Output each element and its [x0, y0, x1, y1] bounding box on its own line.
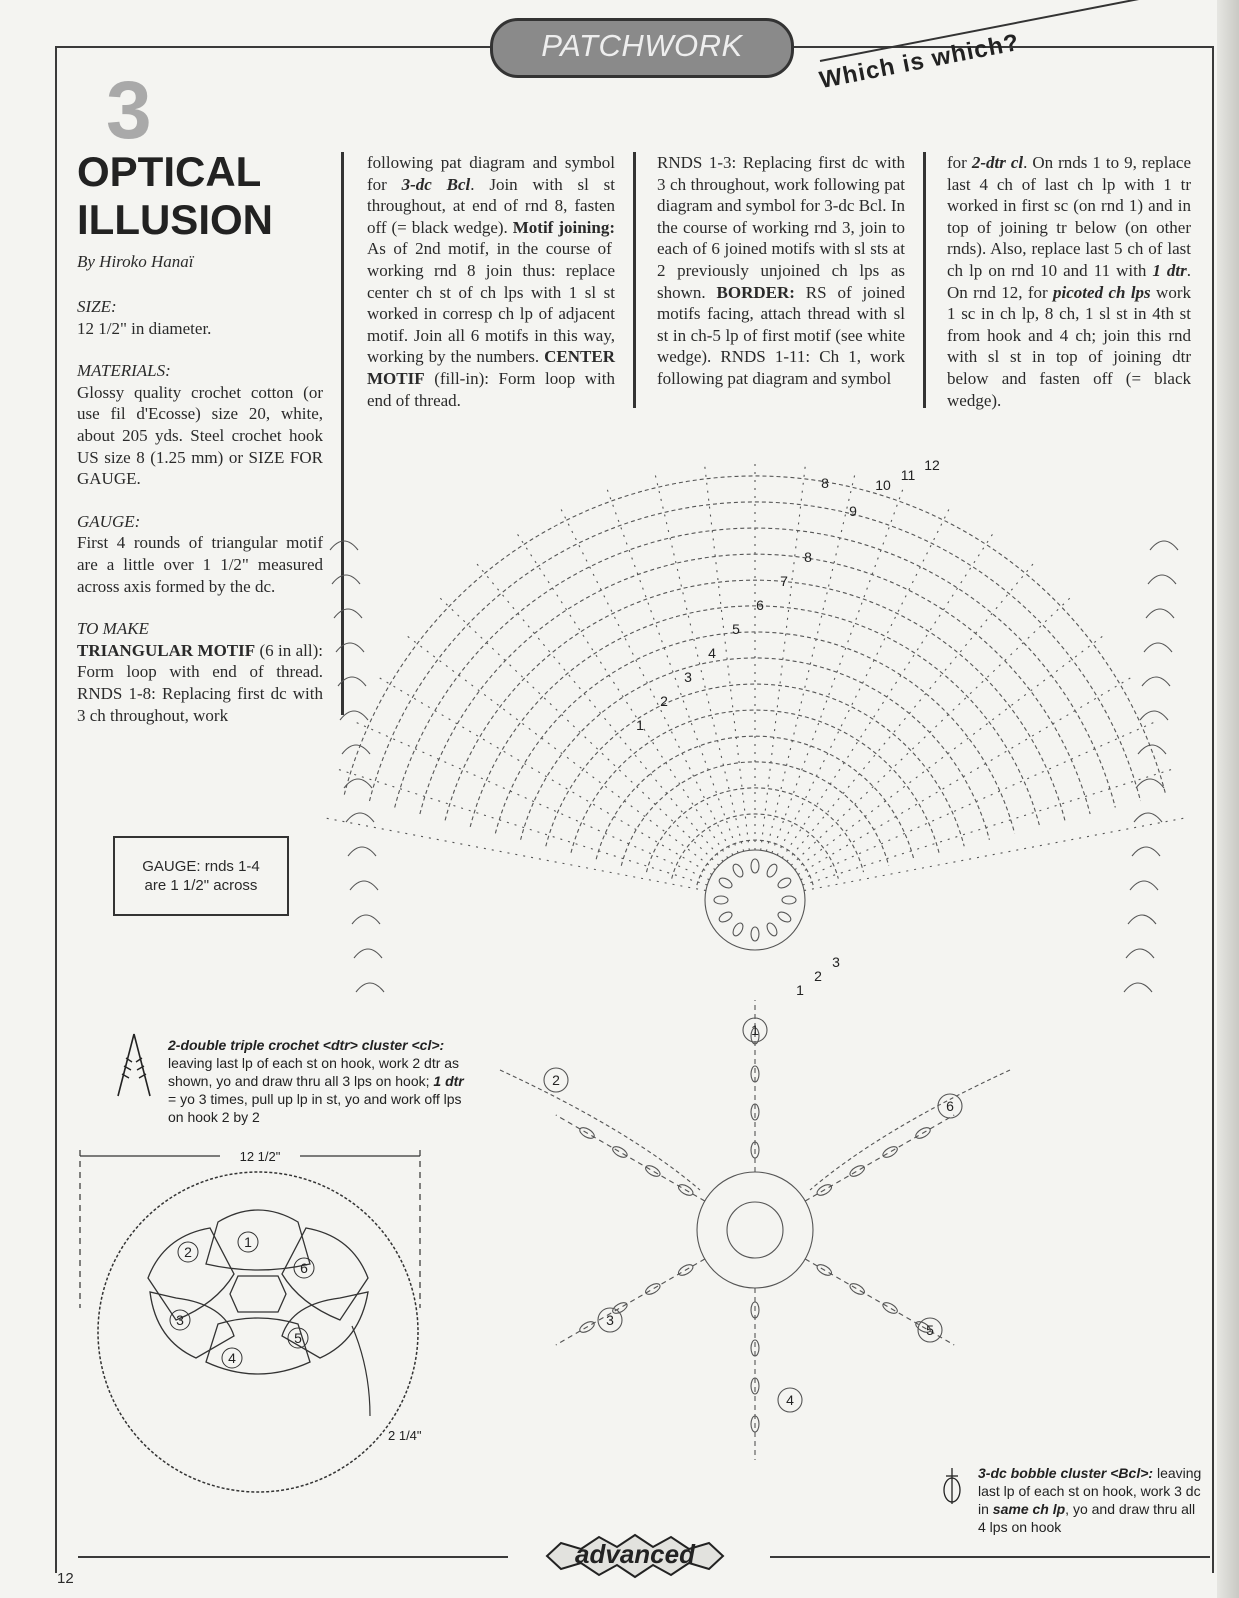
- diagram-round-label: 2: [660, 693, 668, 709]
- scallop: [1148, 575, 1176, 584]
- materials-label: MATERIALS:: [77, 361, 171, 381]
- bobble-stitch: [881, 1301, 899, 1316]
- scallop: [340, 711, 368, 720]
- scallop: [348, 847, 376, 856]
- note-heading: 2-double triple crochet <dtr> cluster <cl>:: [168, 1037, 445, 1053]
- note-text: leaving last lp of each st on hook, work 2 dtr as shown, yo and draw thru all 3 lps on hook;: [168, 1055, 460, 1089]
- radial-stitch: [559, 506, 732, 855]
- bobble-stitch: [751, 927, 759, 941]
- symbol-term: 1 dtr: [1152, 260, 1187, 280]
- diagram-round-label: 1: [636, 717, 644, 733]
- bobble-stitch: [881, 1145, 899, 1160]
- scallop: [1146, 609, 1174, 618]
- schematic-motif-label: 2: [184, 1244, 192, 1260]
- diagram-round-label: 2: [814, 968, 822, 984]
- bobble-stitch: [848, 1164, 866, 1179]
- page-number: 12: [57, 1570, 74, 1587]
- diagram-round-label: 8: [821, 475, 829, 491]
- col3-text: RS of joined motifs facing, attach thread with sl st in ch-5 lp of first motif (see white wedge). RNDS 1-11: Ch 1, work following pat diagram and symbol: [657, 282, 905, 388]
- scallop: [342, 745, 370, 754]
- radial-stitch: [761, 463, 806, 850]
- bobble-stitch: [848, 1282, 866, 1297]
- col4-paragraph: [947, 152, 1191, 411]
- center-ring: [727, 1202, 783, 1258]
- note-text: leaving last lp of each st on hook, work 3 dc in: [978, 1465, 1202, 1517]
- star-arm: [805, 1115, 954, 1201]
- bobble-stitch: [782, 896, 796, 904]
- chain-round: [571, 710, 939, 853]
- scallop: [1124, 983, 1152, 992]
- col4-text: for: [947, 153, 972, 172]
- note-text: , yo and draw thru all 4 lps on hook: [978, 1501, 1196, 1535]
- bobble-stitch: [751, 859, 759, 873]
- gauge-box: [113, 836, 289, 916]
- difficulty-badge: [537, 1531, 733, 1581]
- schematic-motif-label: 6: [300, 1260, 308, 1276]
- scallop: [350, 881, 378, 890]
- radial-stitch: [782, 531, 994, 858]
- note-heading: 3-dc bobble cluster <Bcl>:: [978, 1465, 1154, 1481]
- col4-text: . On rnd 12, for: [947, 260, 1191, 302]
- radial-stitch: [323, 818, 706, 891]
- col3-text: RNDS 1-3: Replacing first dc with 3 ch throughout, work following pat diagram and symbol for 3-dc Bcl. In the course of working rnd 3, join to each of 6 joined motifs with sl sts at 2 previously unjoined ch lps as shown.: [657, 153, 905, 302]
- symbol-term: picoted ch lps: [1053, 282, 1151, 302]
- diagram-round-label: 5: [732, 621, 740, 637]
- diagram-round-label: 1: [796, 982, 804, 998]
- scallop: [356, 983, 384, 992]
- diagram-round-label: 6: [756, 597, 764, 613]
- gauge-box-line: GAUGE: rnds 1-4: [142, 858, 260, 875]
- note-term: 1 dtr: [433, 1073, 464, 1089]
- diagram-round-label: 9: [849, 503, 857, 519]
- center-motif-heading: CENTER MOTIF: [367, 347, 615, 388]
- radial-stitch: [515, 531, 727, 858]
- materials-text: Glossy quality crochet cotton (or use fil d'Ecosse) size 20, white, about 205 yds. Steel crochet hook US size 8 (1.25 mm) or SIZE FOR GAUGE.: [77, 382, 323, 489]
- radial-stitch: [606, 486, 738, 853]
- size-text: 12 1/2" in diameter.: [77, 318, 212, 338]
- bobble-stitch: [718, 910, 734, 924]
- center-ring: [697, 1172, 813, 1288]
- instructions-column-3: [657, 152, 905, 390]
- scallop: [330, 541, 358, 550]
- frame-rule: [770, 1556, 1210, 1558]
- schematic-motif-label: 3: [176, 1312, 184, 1328]
- scallop: [332, 575, 360, 584]
- radial-stitch: [335, 768, 707, 885]
- bobble-stitch: [611, 1145, 629, 1160]
- chain-round: [370, 502, 1141, 801]
- diagram-motif-label: 3: [606, 1312, 614, 1328]
- difficulty-label: advanced: [575, 1539, 695, 1569]
- scallop: [1144, 643, 1172, 652]
- radial-stitch: [804, 818, 1187, 891]
- bobble-stitch: [644, 1164, 662, 1179]
- scallop: [346, 813, 374, 822]
- crochet-pattern-diagram: [300, 430, 1205, 1510]
- bobble-stitch: [731, 863, 745, 879]
- col2-text: . Join with sl st throughout, at end of rnd 8, fasten off (= black wedge).: [367, 174, 615, 237]
- scallop: [354, 949, 382, 958]
- col3-paragraph: [657, 152, 905, 390]
- bobble-stitch: [714, 896, 728, 904]
- bobble-stitch: [776, 910, 792, 924]
- pattern-number: 3: [106, 65, 152, 156]
- radial-stitch: [795, 634, 1106, 870]
- scallop: [1130, 881, 1158, 890]
- radial-stitch: [766, 472, 855, 852]
- radial-stitch: [353, 721, 709, 880]
- col4-text: . On rnds 1 to 9, replace last 4 ch of last ch lp with 1 tr worked in first sc (on rnd 1) and in top of joining tr below (on other rnds). Also, replace last 5 ch of last ch lp on rnd 10 and 11 with: [947, 153, 1191, 280]
- motif-joining-heading: Motif joining:: [512, 217, 615, 237]
- radial-stitch: [787, 561, 1036, 862]
- frame-rule: [78, 1556, 508, 1558]
- tagline: Which is which?: [817, 28, 1022, 95]
- scallop: [338, 677, 366, 686]
- motif-text: (6 in all): Form loop with end of thread. RNDS 1-8: Replacing first dc with 3 ch throughout, work: [77, 640, 323, 725]
- column-rule: [633, 152, 636, 408]
- radial-stitch: [405, 634, 716, 870]
- diagram-round-label: 11: [900, 467, 916, 483]
- note-text: = yo 3 times, pull up lp in st, yo and work off lps on hook 2 by 2: [168, 1091, 462, 1125]
- bobble-stitch: [718, 876, 734, 890]
- radial-stitch: [437, 596, 719, 866]
- chain-round: [521, 658, 990, 840]
- symbol-term: 2-dtr cl: [971, 153, 1024, 172]
- column-rule: [923, 152, 926, 408]
- col4-text: work 1 sc in ch lp, 8 ch, 1 sl st in 4th st from hook and 4 ch; join this rnd with sl st in top of joining dtr below and fasten off (= black wedge).: [947, 282, 1191, 410]
- radial-stitch: [801, 721, 1157, 880]
- scallop: [1140, 711, 1168, 720]
- instructions-column-1: [77, 296, 323, 726]
- bobble-stitch: [765, 863, 779, 879]
- scallop: [1126, 949, 1154, 958]
- instructions-column-4: [947, 152, 1191, 411]
- chain-round: [546, 684, 964, 846]
- diagram-motif-label: 4: [786, 1392, 794, 1408]
- title-line: OPTICAL: [77, 148, 262, 195]
- star-arm: [556, 1115, 705, 1201]
- diagram-round-label: 4: [708, 645, 716, 661]
- dtr-cluster-symbol: [114, 1030, 154, 1102]
- joining-chain: [810, 1070, 1010, 1190]
- gauge-box-line: are 1 1/2" across: [144, 877, 258, 894]
- bobble-stitch: [731, 921, 745, 937]
- symbol-term: 3-dc Bcl: [401, 174, 471, 194]
- page-edge-shadow: [1217, 0, 1239, 1598]
- col2-text: (fill-in): Form loop with end of thread.: [367, 368, 615, 410]
- motif-paragraph: [77, 640, 323, 726]
- diagram-round-label: 8: [804, 549, 812, 565]
- scallop: [1142, 677, 1170, 686]
- chain-round: [495, 632, 1014, 833]
- scallop: [1128, 915, 1156, 924]
- scallop: [1134, 813, 1162, 822]
- diagram-motif-label: 6: [946, 1098, 954, 1114]
- diagram-round-label: 3: [832, 954, 840, 970]
- section-tab: PATCHWORK: [490, 18, 794, 78]
- scallop: [334, 609, 362, 618]
- chain-round: [344, 476, 1165, 795]
- radial-stitch: [772, 486, 904, 853]
- gauge-text: First 4 rounds of triangular motif are a little over 1 1/2" measured across axis formed by the dc.: [77, 533, 323, 596]
- diagram-round-label: 10: [875, 477, 891, 493]
- instructions-column-2: [367, 152, 615, 411]
- diagram-motif-label: 2: [552, 1072, 560, 1088]
- scallop: [1136, 779, 1164, 788]
- scallop: [1150, 541, 1178, 550]
- schematic-motif-label: 5: [294, 1330, 302, 1346]
- scallop: [1132, 847, 1160, 856]
- joining-chain: [500, 1070, 700, 1190]
- title-line: ILLUSION: [77, 196, 273, 243]
- gauge-label: GAUGE:: [77, 511, 141, 531]
- chain-round: [697, 840, 813, 885]
- diagram-round-label: 12: [924, 457, 940, 473]
- diagram-round-label: 3: [684, 669, 692, 685]
- col2-text: following pat diagram and symbol for: [367, 153, 615, 194]
- diagram-motif-label: 1: [751, 1022, 759, 1038]
- size-label: SIZE:: [77, 297, 117, 316]
- radial-stitch: [475, 561, 724, 862]
- motif-width-label: 2 1/4": [388, 1428, 422, 1443]
- note-term: same ch lp: [992, 1501, 1066, 1517]
- star-arm: [556, 1259, 705, 1345]
- pattern-title: [77, 148, 347, 244]
- byline: By Hiroko Hanaï: [77, 252, 194, 271]
- radial-stitch: [803, 768, 1175, 885]
- diagram-round-label: 7: [780, 573, 788, 589]
- col2-text: As of 2nd motif, in the course of working rnd 8 join thus: replace center ch st of ch lps with 1 sl st worked in corresp ch lp of adjacent motif. Join all 6 motifs in this way, working by the numbers.: [367, 239, 615, 367]
- bobble-stitch: [644, 1282, 662, 1297]
- radial-stitch: [791, 596, 1073, 866]
- diagram-motif-label: 5: [926, 1322, 934, 1338]
- motif-heading: TRIANGULAR MOTIF: [77, 640, 256, 660]
- bobble-stitch: [765, 921, 779, 937]
- scallop: [336, 643, 364, 652]
- center-ring: [705, 850, 805, 950]
- diameter-label: 12 1/2": [239, 1149, 281, 1164]
- chain-round: [672, 814, 839, 879]
- bobble-stitch: [776, 876, 792, 890]
- col2-paragraph: [367, 152, 615, 411]
- to-make-label: TO MAKE: [77, 619, 149, 639]
- scallop: [352, 915, 380, 924]
- schematic-motif-label: 4: [228, 1350, 236, 1366]
- schematic-motif-label: 1: [244, 1234, 252, 1250]
- border-heading: BORDER:: [716, 282, 795, 302]
